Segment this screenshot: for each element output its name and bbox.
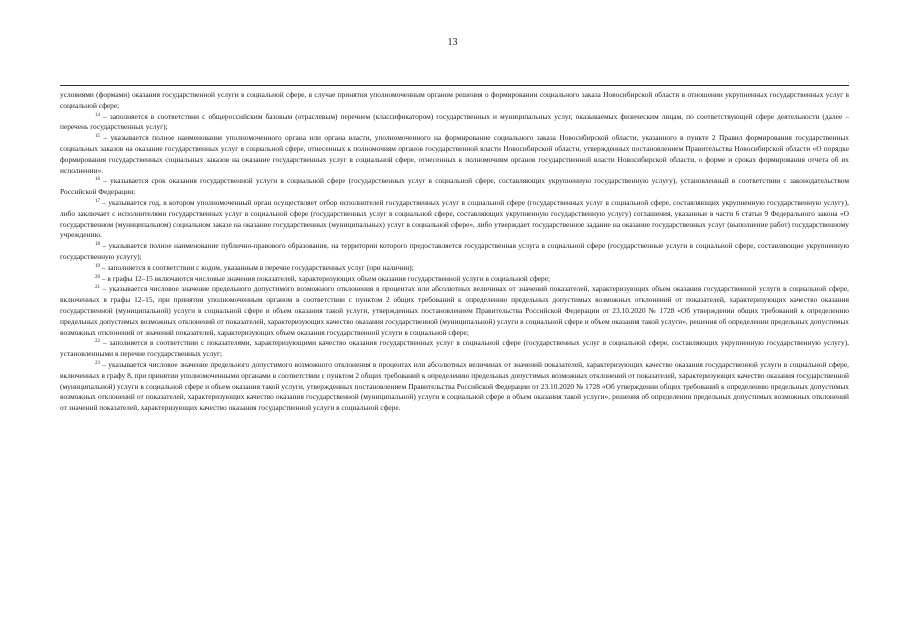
footnote-15 [60,133,849,176]
footnote-19 [60,263,849,274]
footnote-14 [60,112,849,134]
footnote-mark: 21 [95,285,100,291]
footnote-text: – указывается год, в котором уполномоченный орган осуществляет отбор исполнителей государственных услуг в социальной сфере (государственных услуг в социальной сфере, составляющих укрупненную государственную услугу), либо заключает с исполнителями государственных услуг в социальной сфере (государственных услуг в социальной сфере, составляющих укрупненную государственную услугу) соглашения, указанные в части 6 статьи 9 Федерального закона «О государственном (муниципальном) социальном заказе на оказание государственных (муниципальных) услуг в социальной сфере», либо утверждает государственное задание на оказание государственных услуг (выполнение работ) государственному учреждению. [60,197,849,240]
footnote-text: – указывается числовое значение предельного допустимого возможного отклонения в процентах или абсолютных величинах от значений показателей, характеризующих объем оказания государственной услуги в социальной сфере, включенных в графы 12–15, при принятии уполномоченным органом в соответствии с пунктом 2 общих требований к определению предельных допустимых возможных отклонений от показателей, характеризующих качество оказания государственной (муниципальной) услуги в социальной сфере и объем оказания такой услуги, утвержденных постановлением Правительства Российской Федерации от 23.10.2020 № 1728 «Об утверждении общих требований к определению предельных допустимых возможных отклонений от показателей, характеризующих качество оказания государственной (муниципальной) услуги в социальной сфере и объем оказания такой услуги», решения об определении предельных допустимых возможных отклонений от значений показателей, характеризующих объем оказания государственной услуги в социальной сфере; [60,284,849,337]
footnote-mark: 17 [95,198,100,204]
footnote-text: – указывается числовое значение предельного допустимого возможного отклонения в процентах или абсолютных величинах от значений показателей, характеризующих качество оказания государственной услуги в социальной сфере, включенных в графу 8, при принятии уполномоченными органами в соответствии с пунктом 2 общих требований к определению предельных допустимых возможных отклонений от показателей, характеризующих качество оказания государственной (муниципальной) услуги в социальной сфере и объем оказания такой услуги, утвержденных постановлением Правительства Российской Федерации от 23.10.2020 № 1728 «Об утверждении общих требований к определению предельных допустимых возможных отклонений от показателей, характеризующих качество оказания государственной (муниципальной) услуги в социальной сфере и объем оказания такой услуги», решения об определении предельных допустимых возможных отклонений от значений показателей, характеризующих качество оказания государственной услуги в социальной сфере. [60,359,849,413]
footnote-23 [60,360,849,414]
footnotes-block [60,90,849,414]
footnote-17 [60,198,849,241]
footnote-text: – указывается срок оказания государственной услуги в социальной сфере (государственных услуг в социальной сфере, составляющих укрупненную государственную услугу), установленный в соответствии с законодательством Российской Федерации; [60,176,849,197]
footnote-text: – заполняется в соответствии с кодом, указанным в перечне государственных услуг (при наличии); [100,262,414,272]
footnote-20 [60,274,849,285]
footnote-mark: 22 [95,339,100,345]
footnote-mark: 20 [95,274,100,280]
footnote-mark: 16 [95,177,100,183]
footnote-text: – указывается полное наименование уполномоченного органа или органа власти, уполномоченного на формирование социального заказа Новосибирской области, указанного в пункте 2 Правил формирования государственных социальных заказов на оказание государственных услуг в социальной сфере, отнесенных к полномочиям органов государственной власти Новосибирской области, утвержденных постановлением Правительства Новосибирской области «О порядке формирования государственных социальных заказов на оказание государственных услуг в социальной сфере, отнесенных к полномочиям органов государственной власти Новосибирской области, о форме и сроках формирования отчета об их исполнении». [60,133,849,175]
footnote-separator [60,85,849,86]
footnote-text: – заполняется в соответствии с общероссийским базовым (отраслевым) перечнем (классификатором) государственных и муниципальных услуг, оказываемых физическим лицам, по соответствующей сфере деятельности (далее – перечень государственных услуг); [60,111,849,132]
footnote-mark: 19 [95,263,100,269]
footnote-21 [60,284,849,338]
footnote-text: условиями (формами) оказания государственной услуги в социальной сфере, в случае принятия уполномоченным органом решения о формировании социального заказа Новосибирской области в отношении укрупненных государственных услуг в социальной сфере; [60,90,849,110]
footnote-mark: 14 [95,112,100,118]
footnote-continuation [60,90,849,112]
footnote-text: – в графы 12–15 включаются числовые значения показателей, характеризующих объем оказания государственной услуги в социальной сфере; [100,273,551,283]
page-number: 13 [447,37,458,48]
footnote-18 [60,241,849,263]
footnote-mark: 18 [95,242,100,248]
footnote-text: – заполняется в соответствии с показателями, характеризующими качество оказания государственных услуг в социальной сфере (государственных услуг в социальной сфере, составляющих укрупненную государственную услугу), установленными в перечне государственных услуг; [60,338,849,359]
footnote-22 [60,338,849,360]
footnote-mark: 15 [95,134,100,140]
footnote-16 [60,176,849,198]
footnote-mark: 23 [95,360,100,366]
footnote-text: – указывается полное наименование публично-правового образования, на территории которого предоставляется государственная услуга в социальной сфере (государственные услуги в социальной сфере, составляющие укрупненную государственную услугу); [60,241,849,261]
